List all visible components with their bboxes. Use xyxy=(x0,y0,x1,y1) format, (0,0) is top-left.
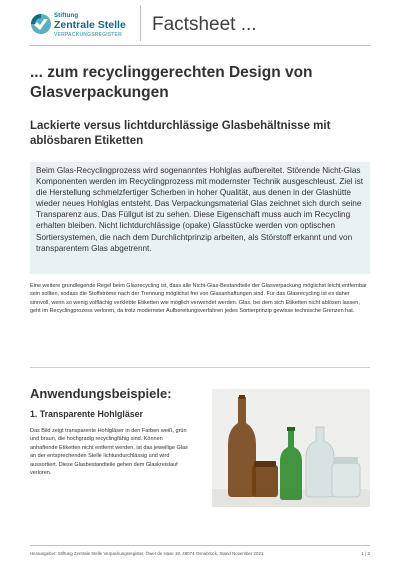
logo-line-2: Zentrale Stelle xyxy=(54,19,126,31)
section-title: Anwendungsbeispiele: xyxy=(30,386,172,401)
header-title: Factsheet ... xyxy=(152,14,257,35)
glass-containers-photo xyxy=(212,389,370,507)
logo xyxy=(30,13,142,37)
logo-icon xyxy=(30,13,52,35)
page-header xyxy=(0,0,400,46)
page-subtitle: Lackierte versus lichtdurchlässige Glasbehältnisse mit ablösbaren Etiketten xyxy=(30,120,331,147)
footer-text: Herausgeber: Stiftung Zentrale Stelle Verpackungsregister, Öwer de Hase 18, 49074 Osnabrück, Stand November 2021 xyxy=(30,551,264,556)
footer-rule xyxy=(30,545,370,546)
section-divider xyxy=(30,367,370,368)
glass-containers-illustration xyxy=(212,389,370,507)
logo-line-1: Stiftung xyxy=(54,13,79,19)
example-heading: 1. Transparente Hohlgläser xyxy=(30,409,143,419)
page-number: 1 | 2 xyxy=(361,551,370,556)
logo-line-3: VERPACKUNGSREGISTER xyxy=(54,32,122,38)
page-title: ... zum recyclinggerechten Design von Glasverpackungen xyxy=(30,64,313,101)
example-text: Das Bild zeigt transparente Hohlgläser in den Farben weiß, grün und braun, die hochgradig recyclingfähig sind. Können anhaftende Etiketten nicht entfernt werden, ist das jeweilige Glas an der entsprechenden Stelle lichtundurchlässig und wird aussortiert. Diese Glasbestandteile gehen dem Glaskreislauf verloren. xyxy=(30,428,188,477)
body-paragraph: Eine weitere grundlegende Regel beim Glasrecycling ist, dass alle Nicht-Glas-Bestandteile der Glasverpackung möglichst leicht entfernbar sein sollten, sodass die Stoffströme nach der Trennung möglichst frei von Glasanhaftungen sind. Für das Glasrecycling ist es daher sinnvoll, wenn so wenig volflächig verklebte Etiketten wie möglich verwendet werden. Glas, bei dem sich Etiketten nicht ablösen lassen, geht im Recyclingprozess verloren, da trotz modernster Aufbereitungsverfahren jedes Sortierprinzip gewisse technische Grenzen hat. xyxy=(30,283,367,315)
header-rule xyxy=(30,45,370,46)
header-divider xyxy=(140,5,141,41)
intro-box-text: Beim Glas-Recyclingprozess wird sogenanntes Hohlglas aufbereitet. Störende Nicht-Glas Komponenten werden im Recyclingprozess mit modernster Technik ausgeschleust. Ziel ist die Herstellung schmelzfertiger Scherben in hoher Qualität, aus denen in der Glashütte wieder neues Hohlglas entsteht. Das Verpackungsmaterial Glas zeichnet sich durch seine Transparenz aus. Das Füllgut ist zu sehen. Diese Eigenschaft muss auch im Recycling erhalten bleiben. Nicht lichtdurchlässige (opake) Glasstücke werden von optischen Sortiersystemen, die nach dem Durchlichtprinzip arbeiten, als Störstoff erkannt und von transparentem Glas abgetrennt. xyxy=(36,166,364,253)
